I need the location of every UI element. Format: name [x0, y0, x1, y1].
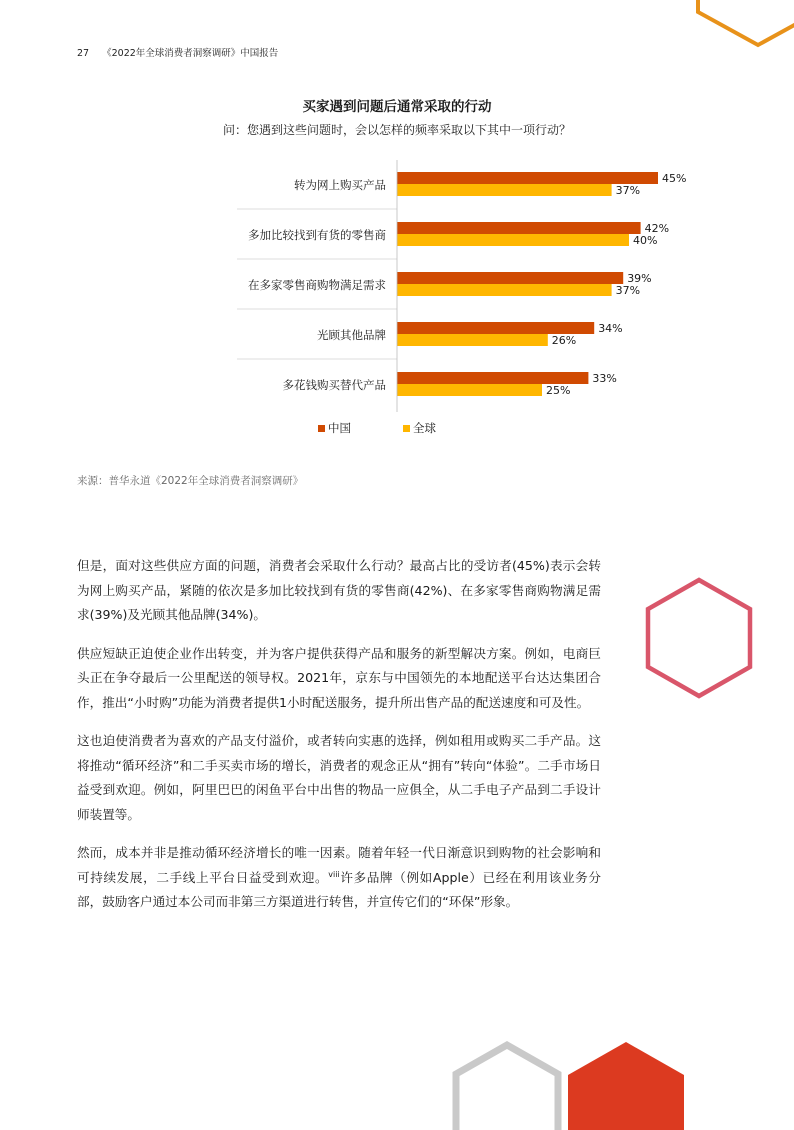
bar-global	[397, 184, 612, 196]
bar-china	[397, 272, 623, 284]
chart-subtitle: 问：您遇到这些问题时，会以怎样的频率采取以下其中一项行动？	[222, 123, 571, 137]
body-text	[77, 554, 601, 929]
legend-item	[318, 420, 351, 436]
page-header	[77, 45, 278, 59]
bar-china	[397, 222, 641, 234]
source-note: 来源：普华永道《2022年全球消费者洞察调研》	[77, 475, 304, 487]
footnote-ref: viii	[328, 869, 340, 879]
hexagon-filled-red-icon	[566, 1042, 686, 1127]
bar-global	[397, 334, 548, 346]
legend-item	[403, 420, 436, 436]
bar-global	[397, 384, 542, 396]
legend-label: 中国	[328, 421, 351, 435]
bar-china	[397, 372, 588, 384]
legend-swatch	[318, 425, 325, 432]
data-label: 45%	[662, 172, 687, 185]
data-label: 40%	[633, 234, 658, 247]
category-label: 多加比较找到有货的零售商	[248, 228, 386, 242]
body-paragraph: 这也迫使消费者为喜欢的产品支付溢价，或者转向实惠的选择，例如租用或购买二手产品。这将推动“循环经济”和二手买卖市场的增长，消费者的观念正从“拥有”转向“体验”。二手市场日益受到欢迎。例如，阿里巴巴的闲鱼平台中出售的物品一应俱全，从二手电子产品到二手设计师装置等。	[77, 733, 601, 822]
data-label: 25%	[546, 384, 571, 397]
page-number: 27	[77, 48, 90, 59]
data-label: 42%	[644, 222, 670, 235]
category-label: 在多家零售商购物满足需求	[248, 278, 386, 292]
chart-title: 买家遇到问题后通常采取的行动	[302, 99, 492, 115]
category-label: 光顾其他品牌	[317, 328, 386, 342]
bar-china	[397, 172, 658, 184]
body-paragraph: 但是，面对这些供应方面的问题，消费者会采取什么行动？最高占比的受访者(45%)表示会转为网上购买产品，紧随的依次是多加比较找到有货的零售商(42%)、在多家零售商购物满足需求(39%)及光顾其他品牌(34%)。	[77, 558, 601, 622]
hexagon-outline-orange-icon	[690, 0, 794, 80]
data-label: 39%	[627, 272, 652, 285]
category-label: 转为网上购买产品	[294, 178, 386, 192]
bar-china	[397, 322, 594, 334]
chart-legend	[318, 420, 488, 436]
category-label: 多花钱购买替代产品	[282, 378, 386, 392]
data-label: 34%	[598, 322, 623, 335]
bar-chart	[0, 160, 794, 415]
hexagon-outline-grey-icon	[450, 1040, 565, 1130]
bar-global	[397, 284, 612, 296]
body-paragraph: 供应短缺正迫使企业作出转变，并为客户提供获得产品和服务的新型解决方案。例如，电商巨头正在争夺最后一公里配送的领导权。2021年，京东与中国领先的本地配送平台达达集团合作，推出“小时购”功能为消费者提供1小时配送服务，提升所出售产品的配送速度和可及性。	[77, 645, 601, 710]
data-label: 37%	[615, 284, 641, 297]
report-title: 《2022年全球消费者洞察调研》中国报告	[102, 48, 279, 59]
data-label: 37%	[615, 184, 641, 197]
bar-global	[397, 234, 629, 246]
legend-label: 全球	[413, 421, 436, 435]
body-paragraph: 然而，成本并非是推动循环经济增长的唯一因素。随着年轻一代日渐意识到购物的社会影响和可持续发展，二手线上平台日益受到欢迎。$^{viii}$许多品牌（例如Apple）已经在利用该业务分部，鼓励客户通过本公司而非第三方渠道进行转售，并宣传它们的“环保”形象。	[77, 845, 601, 909]
hexagon-outline-pink-icon	[640, 572, 760, 707]
data-label: 26%	[551, 334, 577, 347]
data-label: 33%	[592, 372, 617, 385]
legend-swatch	[403, 425, 410, 432]
